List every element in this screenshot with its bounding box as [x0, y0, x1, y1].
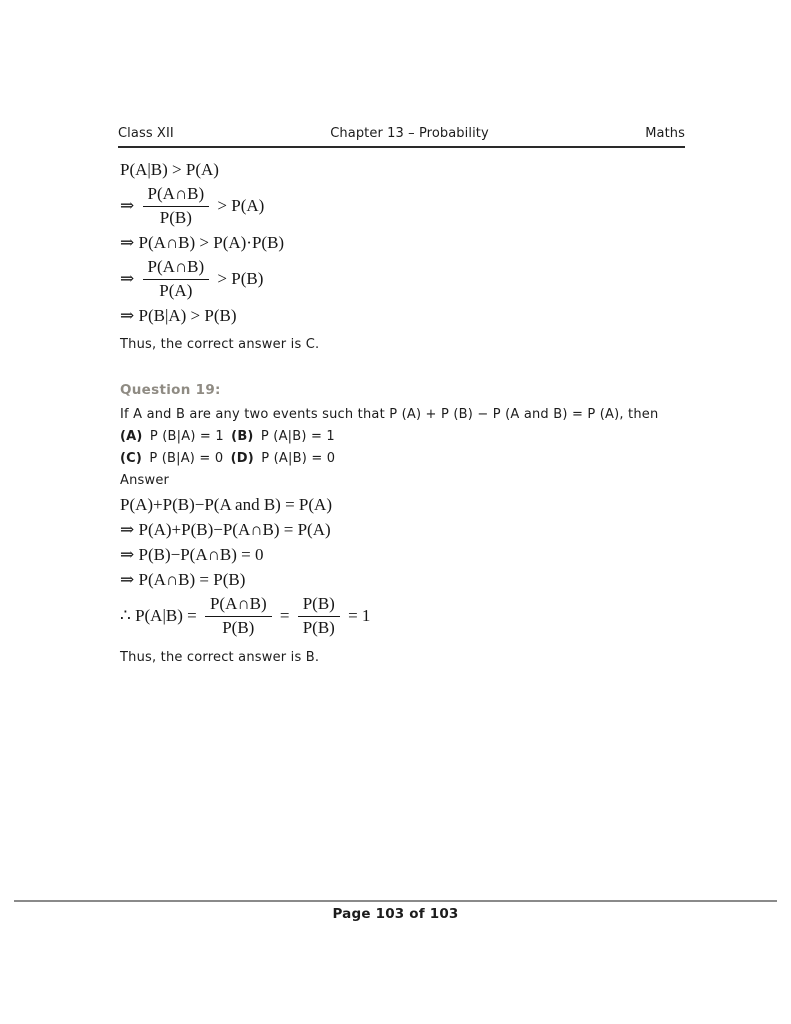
math-block-question18-derivation: [120, 157, 682, 328]
math-text: > P(A): [213, 196, 265, 215]
fraction: [143, 257, 210, 301]
math-text: ⇒ P(B|A) > P(B): [120, 305, 237, 325]
math-line: [120, 542, 682, 567]
math-line: [120, 157, 682, 182]
footer-divider: [14, 900, 777, 902]
fraction: [205, 594, 272, 638]
fraction-denominator: P(A): [159, 281, 193, 300]
option-c-text: P (B|A) = 0: [149, 451, 224, 466]
header-subject-label: Maths: [645, 126, 685, 141]
page-header: [118, 126, 685, 148]
header-class-label: Class XII: [118, 126, 174, 141]
math-text: ∴ P(A|B) =: [120, 606, 201, 625]
math-line: [120, 255, 682, 303]
math-line: [120, 230, 682, 255]
page-number: Page 103 of 103: [332, 906, 459, 922]
math-text: ⇒ P(A∩B) = P(B): [120, 569, 246, 589]
option-d-label: (D): [230, 451, 254, 466]
math-text: ⇒: [120, 196, 139, 215]
math-block-question19-derivation: [120, 492, 682, 640]
option-b-text: P (A|B) = 1: [260, 429, 335, 444]
options-line-2: [120, 448, 682, 470]
math-line: [120, 567, 682, 592]
question-19-text: If A and B are any two events such that P (A) + P (B) − P (A and B) = P (A), then: [120, 407, 659, 422]
math-line: [120, 182, 682, 230]
math-line: [120, 592, 682, 640]
math-text: > P(B): [213, 269, 264, 288]
option-b-label: (B): [231, 429, 254, 444]
header-chapter-title: Chapter 13 – Probability: [330, 126, 489, 141]
fraction-denominator: P(B): [222, 618, 255, 637]
option-a-label: (A): [120, 429, 143, 444]
conclusion-answer-b: Thus, the correct answer is B.: [120, 650, 320, 665]
fraction-numerator: P(A∩B): [205, 594, 272, 617]
math-text: ⇒ P(A∩B) > P(A)·P(B): [120, 232, 285, 252]
math-text: ⇒ P(B)−P(A∩B) = 0: [120, 544, 264, 564]
fraction-denominator: P(B): [302, 618, 335, 637]
conclusion-answer-c: Thus, the correct answer is C.: [120, 337, 320, 352]
math-text: P(A)+P(B)−P(A and B) = P(A): [120, 494, 332, 514]
option-a-text: P (B|A) = 1: [149, 429, 224, 444]
fraction: [143, 184, 210, 228]
math-line: [120, 517, 682, 542]
math-text: = 1: [343, 606, 371, 625]
fraction-numerator: P(A∩B): [143, 184, 210, 207]
math-line: [120, 492, 682, 517]
fraction-numerator: P(B): [298, 594, 340, 617]
page-content: [120, 157, 682, 667]
question-19-heading: Question 19:: [120, 382, 221, 398]
math-text: ⇒ P(A)+P(B)−P(A∩B) = P(A): [120, 519, 331, 539]
fraction-denominator: P(B): [159, 208, 192, 227]
math-text: P(A|B) > P(A): [120, 159, 219, 179]
math-line: [120, 303, 682, 328]
answer-label: Answer: [120, 473, 170, 488]
option-c-label: (C): [120, 451, 143, 466]
math-text: ⇒: [120, 269, 139, 288]
math-text: =: [275, 606, 294, 625]
fraction-numerator: P(A∩B): [143, 257, 210, 280]
options-line-1: [120, 426, 682, 448]
fraction: [298, 594, 340, 638]
option-d-text: P (A|B) = 0: [261, 451, 336, 466]
